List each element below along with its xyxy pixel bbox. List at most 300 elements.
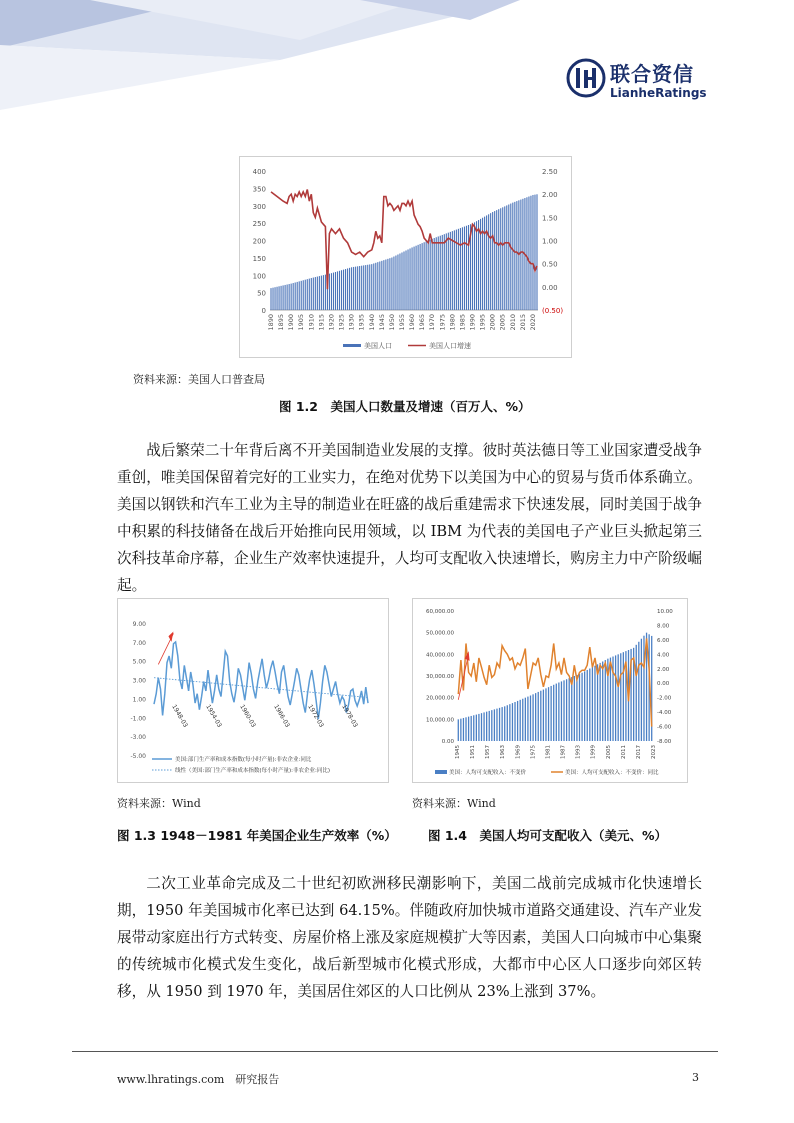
income-bar	[532, 694, 533, 741]
paragraph-2: 二次工业革命完成及二十世纪初欧洲移民潮影响下，美国二战前完成城市化快速增长期，1950 年美国城市化率已达到 64.15%。伴随政府加快城市道路交通建设、汽车产业发展带动家庭出行方式转变、房屋价格上涨及家庭规模扩大等因素，美国人口向城市中心集聚的传统城市化模式发生变化，战后新型城市化模式形成，大都市中心区人口逐步向郊区转移，从 1950 到 1970 年，美国居住郊区的人口比例从 23%上涨到 37%。	[117, 875, 702, 1000]
income-bar	[558, 683, 559, 742]
population-bar	[478, 220, 479, 310]
income-bar	[535, 693, 536, 741]
population-bar	[458, 229, 459, 310]
population-bar	[325, 275, 326, 310]
population-bar	[424, 242, 425, 310]
population-bar	[329, 274, 330, 310]
population-bar	[371, 264, 372, 310]
population-bar	[281, 286, 282, 310]
population-bar	[536, 194, 537, 310]
population-bar	[504, 206, 505, 310]
population-bar	[347, 268, 348, 310]
income-bar	[623, 652, 624, 741]
x-tick-label: 1985	[458, 314, 467, 331]
x-tick-label: 1920	[327, 314, 336, 331]
income-bar	[618, 654, 619, 741]
population-bar	[476, 221, 477, 310]
left-tick-label: 150	[252, 254, 266, 263]
x-tick-label: 1900	[287, 314, 296, 331]
x-tick-label: 1975	[438, 314, 447, 331]
population-bar	[270, 288, 271, 310]
population-bar	[464, 227, 465, 310]
income-bar	[550, 686, 551, 741]
population-bar	[488, 214, 489, 310]
income-bar	[643, 636, 644, 741]
x-tick-label: 1905	[297, 314, 306, 331]
x-tick-label: 2017	[635, 745, 642, 759]
income-bar	[545, 688, 546, 741]
income-bar	[605, 660, 606, 741]
income-bar	[561, 681, 562, 741]
population-bar	[359, 266, 360, 310]
left-tick-label: 400	[252, 168, 266, 176]
population-bar	[510, 204, 511, 310]
population-bar	[436, 237, 437, 310]
population-bar	[373, 263, 374, 310]
population-bar	[500, 208, 501, 310]
x-tick-label: 2011	[620, 745, 627, 759]
population-bar	[532, 195, 533, 310]
population-bar	[444, 234, 445, 310]
population-bar	[474, 222, 475, 310]
income-bar	[566, 679, 567, 741]
income-bar	[530, 696, 531, 742]
right-tick-label: 2.00	[657, 666, 670, 673]
population-bar	[389, 258, 390, 310]
x-tick-label: 1945	[377, 314, 386, 331]
income-bar	[499, 708, 500, 741]
income-bar	[556, 684, 557, 741]
population-bar	[385, 260, 386, 310]
population-bar	[351, 267, 352, 310]
population-bar	[516, 201, 517, 310]
left-tick-label: 350	[252, 185, 266, 194]
income-growth-line	[458, 638, 651, 726]
income-bar	[569, 678, 570, 741]
population-bar	[289, 284, 290, 310]
logo-mark-icon	[566, 58, 606, 98]
income-bar	[509, 704, 510, 741]
left-tick-label: 100	[252, 272, 266, 281]
x-tick-label: 1969	[515, 745, 522, 759]
income-bar	[476, 715, 477, 741]
right-tick-label: -4.00	[657, 710, 672, 717]
population-bar	[357, 266, 358, 310]
page-number: 3	[692, 1071, 699, 1084]
x-tick-label: 1957	[485, 745, 492, 759]
population-bar	[305, 280, 306, 310]
population-bar	[403, 251, 404, 310]
income-bar	[576, 675, 577, 741]
x-tick-label: 1960-03	[238, 703, 257, 729]
population-bar	[484, 217, 485, 310]
fig13-caption: 图 1.3 1948－1981 年美国企业生产效率（%）	[117, 828, 397, 843]
x-tick-label: 1915	[317, 314, 326, 331]
income-bar	[589, 669, 590, 741]
income-bar	[543, 690, 544, 741]
population-bar	[468, 225, 469, 310]
population-bar	[295, 282, 296, 310]
right-tick-label: (0.50)	[542, 307, 564, 315]
population-bar	[379, 261, 380, 310]
x-tick-label: 1987	[560, 745, 567, 759]
income-bar	[514, 702, 515, 741]
left-tick-label: 30,000.00	[426, 674, 454, 680]
population-bar	[442, 235, 443, 310]
x-tick-label: 2020	[528, 314, 537, 331]
x-tick-label: 1950	[387, 314, 396, 331]
income-bar	[571, 677, 572, 741]
population-bar	[446, 233, 447, 310]
population-bar	[335, 272, 336, 310]
population-bar	[496, 210, 497, 310]
legend-label-growth: 美国：人均可支配收入：不变价：同比	[565, 770, 659, 776]
income-bar	[483, 712, 484, 741]
population-bar	[315, 277, 316, 310]
income-bar	[597, 664, 598, 741]
income-bar	[594, 666, 595, 741]
y-tick-label: -3.00	[130, 734, 146, 742]
productivity-line	[154, 642, 368, 719]
population-bar	[401, 252, 402, 310]
population-bar	[440, 236, 441, 310]
population-bar	[512, 203, 513, 310]
fig13-source: 资料来源：Wind	[117, 797, 201, 810]
population-bar	[522, 199, 523, 310]
x-tick-label: 1895	[277, 314, 286, 331]
income-bar	[494, 709, 495, 741]
left-tick-label: 60,000.00	[426, 609, 454, 615]
population-bar	[297, 282, 298, 310]
x-tick-label: 1995	[478, 314, 487, 331]
fig12-caption: 图 1.2 美国人口数量及增速（百万人、%）	[279, 399, 531, 414]
left-tick-label: 0	[261, 307, 266, 315]
legend-label-income: 美国：人均可支配收入：不变价	[449, 770, 527, 776]
population-bar	[311, 278, 312, 310]
population-bar	[381, 261, 382, 310]
population-bar	[279, 286, 280, 310]
x-tick-label: 1999	[590, 745, 597, 759]
right-tick-label: 1.50	[542, 214, 558, 223]
income-bar	[592, 667, 593, 741]
population-bar	[299, 281, 300, 310]
income-bar	[517, 701, 518, 741]
income-bar	[504, 706, 505, 741]
population-bar	[391, 258, 392, 310]
population-bar	[430, 240, 431, 310]
x-tick-label: 1951	[470, 745, 477, 759]
population-bar	[395, 256, 396, 310]
x-tick-label: 1972-03	[306, 703, 325, 729]
population-bar	[528, 197, 529, 310]
x-tick-label: 1930	[347, 314, 356, 331]
population-bar	[438, 236, 439, 310]
income-bar	[460, 719, 461, 741]
x-tick-label: 1935	[357, 314, 366, 331]
x-tick-label: 1993	[575, 745, 582, 759]
x-tick-label: 2000	[488, 314, 497, 331]
fig14-source: 资料来源：Wind	[412, 797, 496, 810]
income-bar	[553, 685, 554, 741]
income-chart-svg	[413, 599, 687, 782]
population-bar	[276, 287, 277, 310]
x-tick-label: 1990	[468, 314, 477, 331]
paragraph-1: 战后繁荣二十年背后离不开美国制造业发展的支撑。彼时英法德日等工业国家遭受战争重创，唯美国保留着完好的工业实力，在绝对优势下以美国为中心的贸易与货币体系确立。美国以钢铁和汽车工业为主导的制造业在旺盛的战后重建需求下快速发展，同时美国于战争中积累的科技储备在战后开始推向民用领域，以 IBM 为代表的美国电子产业巨头掀起第三次科技革命序幕，企业生产效率快速提升，人均可支配收入快速增长，购房主力中产阶级崛起。	[117, 442, 702, 594]
income-bar	[512, 703, 513, 741]
right-tick-label: 4.00	[657, 652, 670, 659]
population-bar	[272, 288, 273, 310]
x-tick-label: 1965	[418, 314, 427, 331]
y-tick-label: -5.00	[130, 753, 146, 760]
right-tick-label: 0.50	[542, 260, 558, 269]
x-tick-label: 1975	[530, 745, 537, 759]
income-bar	[489, 711, 490, 741]
income-bar	[615, 655, 616, 741]
x-tick-label: 2005	[498, 314, 507, 331]
income-bar	[507, 705, 508, 741]
chart-income	[412, 598, 688, 783]
income-bar	[473, 715, 474, 741]
population-bar	[345, 269, 346, 310]
population-bar	[313, 278, 314, 310]
income-bar	[501, 707, 502, 741]
population-bar	[420, 244, 421, 310]
x-tick-label: 1890	[267, 314, 276, 331]
population-bar	[293, 283, 294, 310]
population-bar	[530, 196, 531, 310]
population-bar	[422, 243, 423, 310]
income-bar	[579, 674, 580, 741]
income-bar	[620, 653, 621, 741]
x-tick-label: 1980	[448, 314, 457, 331]
population-bar	[409, 248, 410, 310]
population-bar	[339, 271, 340, 310]
y-tick-label: 5.00	[132, 658, 146, 666]
income-bar	[465, 717, 466, 741]
x-tick-label: 1945	[455, 745, 461, 759]
y-tick-label: 9.00	[132, 621, 146, 628]
income-bar	[563, 680, 564, 741]
y-tick-label: -1.00	[130, 715, 146, 723]
population-bar	[283, 285, 284, 310]
right-tick-label: -8.00	[657, 739, 672, 745]
left-tick-label: 40,000.00	[426, 652, 454, 659]
income-bar	[641, 639, 642, 741]
x-tick-label: 1910	[307, 314, 316, 331]
population-bar	[274, 287, 275, 310]
x-tick-label: 1981	[545, 745, 552, 759]
income-bar	[478, 714, 479, 741]
population-bar	[448, 233, 449, 310]
income-bar	[471, 716, 472, 741]
income-bar	[486, 712, 487, 741]
right-tick-label: 1.00	[542, 237, 558, 246]
population-bar	[428, 241, 429, 311]
population-bar	[303, 280, 304, 310]
income-bar	[587, 670, 588, 741]
legend-label-trend: 线性（美国:部门生产率和成本指数(每小时产量):非农企业:同比)	[175, 768, 330, 774]
right-tick-label: -6.00	[657, 724, 672, 731]
footer-site: www.lhratings.com 研究报告	[117, 1073, 280, 1086]
population-bar	[343, 270, 344, 310]
population-bar	[355, 267, 356, 310]
population-bar	[490, 213, 491, 310]
population-bar	[407, 249, 408, 310]
income-bar	[581, 673, 582, 741]
population-bar	[309, 279, 310, 310]
population-bar	[418, 245, 419, 310]
income-bar	[481, 713, 482, 741]
left-tick-label: 50,000.00	[426, 630, 454, 637]
legend-swatch-income	[435, 770, 447, 774]
y-tick-label: 1.00	[132, 696, 146, 704]
left-tick-label: 300	[252, 202, 266, 211]
population-bar	[426, 241, 427, 310]
population-bar	[353, 267, 354, 310]
population-bar	[285, 285, 286, 310]
population-bar	[452, 231, 453, 310]
population-bar	[387, 259, 388, 310]
population-bar	[466, 226, 467, 310]
population-bar	[399, 253, 400, 310]
x-tick-label: 1966-03	[272, 703, 291, 729]
income-bar	[463, 718, 464, 741]
x-tick-label: 1925	[337, 314, 346, 331]
population-bar	[508, 204, 509, 310]
company-logo	[566, 56, 716, 106]
left-tick-label: 250	[252, 220, 266, 229]
income-bar	[574, 676, 575, 741]
population-bar	[323, 275, 324, 310]
population-bar	[432, 239, 433, 310]
left-tick-label: 200	[252, 237, 266, 246]
population-bar	[416, 246, 417, 310]
population-bar	[369, 264, 370, 310]
x-tick-label: 1970	[428, 314, 437, 331]
population-bar	[333, 273, 334, 310]
right-tick-label: 6.00	[657, 637, 670, 644]
population-bar	[301, 281, 302, 310]
chart-productivity	[117, 598, 389, 783]
left-tick-label: 0.00	[441, 739, 454, 745]
population-bar	[494, 211, 495, 310]
logo-text-en: LianheRatings	[610, 86, 707, 100]
population-bar	[492, 212, 493, 310]
population-bar	[434, 238, 435, 310]
population-bar	[341, 270, 342, 310]
income-bar	[468, 717, 469, 741]
population-bar	[363, 265, 364, 310]
income-bar	[538, 692, 539, 741]
income-bar	[527, 697, 528, 741]
income-bar	[599, 663, 600, 741]
x-tick-label: 1963	[500, 745, 507, 759]
legend-swatch-population	[343, 344, 361, 347]
population-bar	[412, 247, 413, 310]
population-bar	[450, 232, 451, 310]
population-bar	[397, 255, 398, 310]
annotation-arrowhead	[168, 631, 173, 641]
income-bar	[602, 661, 603, 741]
x-tick-label: 1940	[367, 314, 376, 331]
left-tick-label: 50	[257, 289, 266, 298]
population-bar	[460, 228, 461, 310]
left-tick-label: 10,000.00	[426, 717, 454, 724]
right-tick-label: -2.00	[657, 695, 672, 702]
income-bar	[610, 658, 611, 741]
y-tick-label: 3.00	[132, 677, 146, 685]
population-bar	[291, 284, 292, 310]
x-tick-label: 2015	[518, 314, 527, 331]
income-bar	[548, 687, 549, 741]
population-bar	[375, 263, 376, 310]
population-bar	[520, 200, 521, 310]
income-bar	[584, 671, 585, 741]
legend-label-population: 美国人口	[364, 342, 392, 350]
footer-divider	[72, 1051, 718, 1052]
x-tick-label: 1954-03	[204, 703, 223, 729]
population-bar	[383, 260, 384, 310]
population-bar	[361, 266, 362, 310]
income-bar	[540, 691, 541, 741]
population-bar	[462, 227, 463, 310]
income-bar	[638, 642, 639, 741]
income-bar	[520, 700, 521, 741]
x-tick-label: 2005	[605, 745, 612, 759]
population-bar	[414, 247, 415, 310]
y-tick-label: 7.00	[132, 639, 146, 647]
population-bar	[287, 284, 288, 310]
population-bar	[367, 265, 368, 310]
income-bar	[491, 710, 492, 741]
income-bar	[496, 709, 497, 741]
income-bar	[525, 698, 526, 741]
population-bar	[317, 277, 318, 310]
population-bar	[337, 271, 338, 310]
right-tick-label: 2.00	[542, 191, 558, 200]
left-tick-label: 20,000.00	[426, 695, 454, 702]
x-tick-label: 2023	[651, 745, 657, 759]
population-bar	[514, 202, 515, 310]
income-bar	[458, 719, 459, 741]
population-bar	[319, 276, 320, 310]
population-bar	[498, 209, 499, 310]
productivity-chart-svg	[118, 599, 388, 782]
fig14-caption: 图 1.4 美国人均可支配收入（美元、%）	[428, 828, 668, 843]
population-bar	[506, 205, 507, 310]
x-tick-label: 1955	[397, 314, 406, 331]
x-tick-label: 1948-03	[170, 703, 189, 729]
population-bar	[321, 276, 322, 310]
population-bar	[486, 215, 487, 310]
income-bar	[636, 645, 637, 741]
right-tick-label: 2.50	[542, 168, 558, 176]
population-chart-svg	[240, 157, 571, 357]
legend-label-series: 美国:部门生产率和成本指数(每小时产量):非农企业:同比	[175, 757, 312, 763]
logo-text-cn: 联合资信	[610, 62, 694, 86]
right-tick-label: 0.00	[542, 283, 558, 292]
x-tick-label: 1978-03	[340, 703, 359, 729]
right-tick-label: 10.00	[657, 609, 673, 615]
income-bar	[522, 699, 523, 741]
population-bar	[393, 257, 394, 310]
population-bar	[377, 262, 378, 310]
chart-population	[239, 156, 572, 358]
population-bar	[349, 268, 350, 310]
x-tick-label: 1960	[408, 314, 417, 331]
population-bar	[502, 207, 503, 310]
